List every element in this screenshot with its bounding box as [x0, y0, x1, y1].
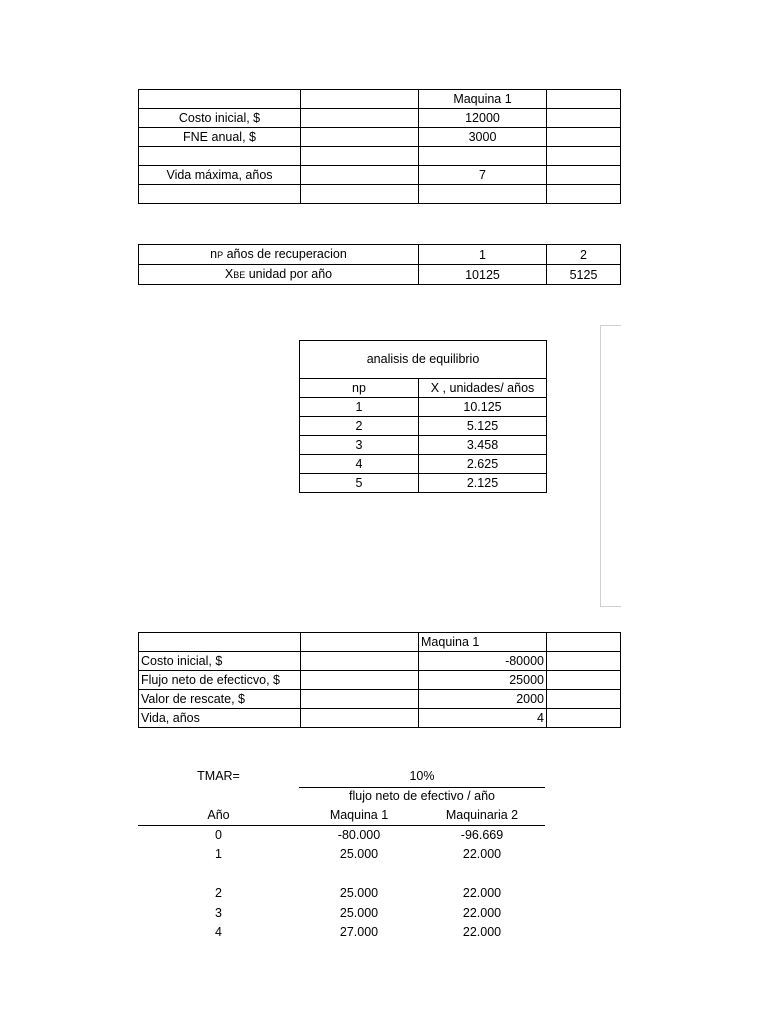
cell-value: 10.125 — [419, 398, 547, 417]
cell — [547, 671, 621, 690]
table-row — [139, 147, 621, 166]
cell — [301, 147, 419, 166]
table-row — [139, 185, 621, 204]
chart-frame-edge — [600, 325, 621, 607]
cell-value: 4 — [419, 709, 547, 728]
label-subscript: BE — [233, 270, 246, 280]
cell-value: 2.625 — [419, 455, 547, 474]
cell-value: 22.000 — [462, 886, 502, 900]
cell-value: 2000 — [419, 690, 547, 709]
table-row — [300, 398, 547, 417]
table-row — [139, 671, 621, 690]
column-header-x: X , unidades/ años — [419, 379, 547, 398]
cell — [301, 652, 419, 671]
cell-value: 7 — [419, 166, 547, 185]
cell — [547, 109, 621, 128]
label-prefix: X — [224, 267, 234, 281]
table-row — [300, 474, 547, 493]
table-row — [139, 265, 621, 285]
label-prefix: n — [210, 247, 218, 261]
table-title-row — [300, 341, 547, 379]
column-header-np: np — [300, 379, 419, 398]
row-label: Vida máxima, años — [139, 166, 301, 185]
cell — [547, 633, 621, 652]
cell: 3 — [300, 436, 419, 455]
cell-value: 5125 — [547, 265, 621, 285]
table-row — [139, 690, 621, 709]
table-analisis-equilibrio — [299, 340, 547, 493]
cell — [301, 709, 419, 728]
cell — [139, 633, 301, 652]
table-row — [300, 455, 547, 474]
table-row — [300, 417, 547, 436]
cell: 1 — [215, 847, 222, 861]
cell-value: 22.000 — [462, 905, 502, 920]
table-header-row — [139, 90, 621, 109]
tmar-value: 10% — [409, 769, 435, 783]
table-header-row — [138, 806, 545, 826]
cell — [138, 865, 299, 885]
cell: 1 — [300, 398, 419, 417]
cell — [301, 633, 419, 652]
row-label: Costo inicial, $ — [139, 109, 301, 128]
cell — [547, 90, 621, 109]
cell — [139, 147, 301, 166]
table-maquina-parameters — [138, 89, 621, 204]
table-row — [139, 652, 621, 671]
cell-value: 2.125 — [419, 474, 547, 493]
table-row — [139, 709, 621, 728]
cell — [547, 690, 621, 709]
cell — [419, 147, 547, 166]
cell — [547, 709, 621, 728]
table-header-row — [139, 633, 621, 652]
cell — [301, 690, 419, 709]
cell — [139, 185, 301, 204]
table-header-row — [300, 379, 547, 398]
cell — [547, 166, 621, 185]
row-label: Flujo neto de efecticvo, $ — [139, 671, 301, 690]
cell — [138, 787, 299, 807]
cell-value: 25.000 — [339, 905, 379, 920]
table-row — [139, 109, 621, 128]
tmar-label: TMAR= — [197, 769, 240, 783]
cell-value: 22.000 — [462, 847, 502, 861]
table-row — [139, 166, 621, 185]
cell: 4 — [300, 455, 419, 474]
cell-value: 5.125 — [419, 417, 547, 436]
cell: 2 — [300, 417, 419, 436]
cell: 5 — [300, 474, 419, 493]
tmar-row — [138, 767, 545, 787]
cell — [301, 128, 419, 147]
table-row — [300, 436, 547, 455]
label-suffix: años de recuperacion — [223, 247, 347, 261]
table-row — [138, 845, 545, 865]
row-label: Costo inicial, $ — [139, 652, 301, 671]
cell — [301, 109, 419, 128]
cell — [301, 166, 419, 185]
cell-value: 25.000 — [339, 886, 379, 900]
divider-tmar — [299, 787, 545, 788]
cell — [547, 652, 621, 671]
cell-value: 2 — [547, 245, 621, 265]
cell-value: 3.458 — [419, 436, 547, 455]
group-header-row — [138, 787, 545, 807]
cell: 0 — [215, 827, 222, 842]
cell — [419, 185, 547, 204]
row-label-xbe — [139, 265, 419, 285]
cell-value: 25000 — [419, 671, 547, 690]
column-header-maquinaria-2: Maquinaria 2 — [445, 808, 519, 822]
table-row — [139, 128, 621, 147]
cell — [301, 90, 419, 109]
label-suffix: unidad por año — [245, 267, 333, 281]
cell-value: 22.000 — [462, 925, 502, 939]
row-label: FNE anual, $ — [139, 128, 301, 147]
column-header-maquina-1: Maquina 1 — [419, 90, 547, 109]
table-title: analisis de equilibrio — [300, 341, 547, 379]
cell — [547, 147, 621, 166]
row-label-np — [139, 245, 419, 265]
cell-value: -96.669 — [460, 827, 504, 842]
table-flujo-anual — [138, 767, 545, 943]
table-row — [138, 923, 545, 943]
cell: 2 — [215, 886, 222, 900]
cell-value: 3000 — [419, 128, 547, 147]
cell-value — [419, 865, 545, 885]
cell-value: 1 — [419, 245, 547, 265]
label-subscript: P — [217, 250, 224, 260]
cell — [547, 185, 621, 204]
cell — [139, 90, 301, 109]
cell-value: 25.000 — [339, 847, 379, 861]
table-row — [138, 865, 545, 885]
group-header: flujo neto de efectivo / año — [349, 788, 495, 803]
column-header-maquina-1: Maquina 1 — [419, 633, 547, 652]
divider-header — [138, 825, 545, 826]
cell: 4 — [215, 925, 222, 939]
table-row — [138, 904, 545, 924]
cell: 3 — [215, 905, 222, 920]
cell — [547, 128, 621, 147]
cell-value: 10125 — [419, 265, 547, 285]
row-label: Vida, años — [139, 709, 301, 728]
cell-value: 12000 — [419, 109, 547, 128]
cell-value: 27.000 — [339, 925, 379, 939]
cell-value — [299, 865, 419, 885]
column-header-maquina-1: Maquina 1 — [329, 808, 389, 822]
row-label: Valor de rescate, $ — [139, 690, 301, 709]
column-header-ano: Año — [207, 808, 230, 822]
cell-value: -80.000 — [337, 827, 381, 842]
table-row — [139, 245, 621, 265]
table-recuperacion — [138, 244, 621, 285]
table-row — [138, 826, 545, 846]
cell-value: -80000 — [419, 652, 547, 671]
cell — [301, 185, 419, 204]
table-maquina-flujo — [138, 632, 621, 728]
table-row — [138, 884, 545, 904]
cell — [301, 671, 419, 690]
